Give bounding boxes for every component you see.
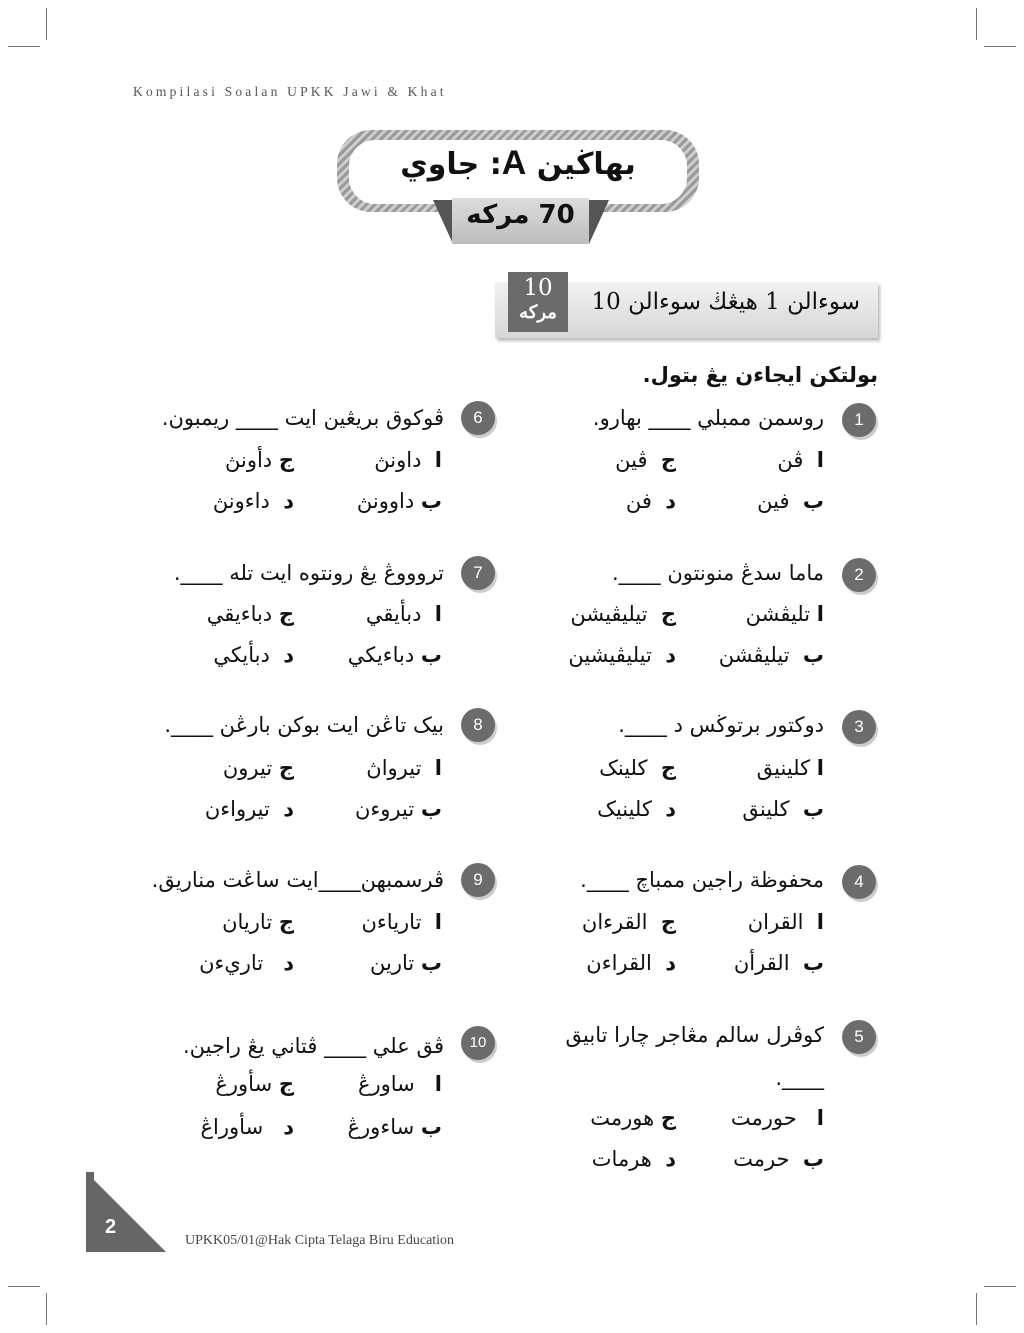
option-b[interactable] [355, 797, 442, 821]
question-text: ڤق علي ____ ڤتاني يڠ راجين. [182, 1034, 444, 1058]
option-letter: ج [278, 910, 294, 934]
question-text: کوڤرل سالم مڠاجر چارا تابيق [565, 1023, 824, 1047]
option-letter: د [283, 951, 294, 975]
question-number: 10 [461, 1026, 495, 1060]
option-letter: ا [434, 1072, 442, 1096]
option-d[interactable] [626, 489, 676, 513]
marks-box [508, 272, 568, 332]
option-letter: ج [660, 602, 676, 626]
option-letter: ب [802, 951, 824, 975]
option-text: القرأن [733, 951, 790, 975]
option-text: تيليڤيشين [568, 643, 652, 667]
crop-mark [984, 1286, 1016, 1287]
option-text: تاريءن [199, 951, 264, 975]
option-text: تيروءن [354, 797, 415, 821]
option-d[interactable] [568, 643, 676, 667]
option-letter: ا [816, 756, 824, 780]
question-number: 5 [842, 1020, 876, 1054]
crop-mark [8, 46, 40, 47]
option-text: تيليڤشن [718, 643, 790, 667]
option-letter: ب [420, 489, 442, 513]
option-text: تيرواڽ [366, 756, 422, 780]
question-text: ماما سدڠ منونتون ____. [611, 561, 824, 585]
question-text-continued: ____. [775, 1066, 824, 1090]
question-number: 7 [461, 556, 495, 590]
option-d[interactable] [199, 951, 294, 975]
option-text: ڤن [777, 448, 804, 472]
option-letter: ب [802, 797, 824, 821]
option-text: القراءن [586, 951, 652, 975]
section-title-word: بهاڬين [536, 147, 636, 182]
option-letter: ا [816, 448, 824, 472]
crop-mark [984, 46, 1016, 47]
marks-number: 10 [523, 275, 553, 301]
option-a[interactable] [757, 756, 824, 780]
option-b[interactable] [370, 951, 442, 975]
option-text: کلينيق [756, 756, 811, 780]
option-text: تارياءن [361, 910, 422, 934]
option-b[interactable] [742, 797, 824, 821]
option-b[interactable] [733, 1147, 824, 1171]
question-number: 4 [842, 865, 876, 899]
option-letter: ا [434, 910, 442, 934]
option-c[interactable] [599, 756, 676, 780]
option-letter: ب [802, 643, 824, 667]
option-text: داءونڽ [212, 489, 270, 513]
option-text: سأوراڠ [200, 1115, 264, 1139]
option-text: حرمت [733, 1147, 790, 1171]
option-text: ساورڠ [357, 1072, 415, 1096]
question-text: روسمن ممبلي ____ بهارو. [592, 406, 824, 430]
section-marks: 70 مرکه [466, 200, 575, 230]
ribbon-fold-left [433, 200, 453, 244]
option-c[interactable] [222, 910, 294, 934]
option-letter: ج [660, 448, 676, 472]
option-a[interactable] [366, 756, 442, 780]
option-a[interactable] [777, 448, 824, 472]
option-b[interactable] [734, 951, 824, 975]
option-letter: د [283, 797, 294, 821]
option-letter: د [665, 643, 676, 667]
option-letter: ج [278, 448, 294, 472]
option-text: هورمت [590, 1106, 655, 1130]
option-letter: ا [816, 910, 824, 934]
option-text: کلينک [599, 756, 648, 780]
option-letter: ب [802, 1147, 824, 1171]
option-a[interactable] [358, 1072, 442, 1096]
question-number: 3 [842, 710, 876, 744]
option-letter: ج [660, 910, 676, 934]
option-letter: ا [816, 1106, 824, 1130]
running-header: Kompilasi Soalan UPKK Jawi & Khat [133, 84, 447, 99]
option-letter: ب [420, 643, 442, 667]
option-text: تاريان [222, 910, 273, 934]
question-number: 6 [461, 401, 495, 435]
option-d[interactable] [597, 797, 676, 821]
option-letter: د [665, 951, 676, 975]
option-text: کلينيک [597, 797, 652, 821]
ribbon-fold-right [589, 200, 609, 244]
option-a[interactable] [746, 602, 824, 626]
question-range-text: سوءالن 1 هيڠڬ سوءالن 10 [591, 289, 860, 315]
option-letter: ا [434, 756, 442, 780]
option-d[interactable] [592, 1147, 676, 1171]
question-text: دوکتور برتوڬس د ____. [618, 713, 824, 737]
option-text: تيليڤيشن [570, 602, 648, 626]
option-text: تيرواءن [204, 797, 270, 821]
option-text: ساءورڠ [347, 1115, 415, 1139]
option-letter: د [283, 489, 294, 513]
question-number: 8 [461, 708, 495, 742]
option-letter: د [665, 797, 676, 821]
question-text: تروووڠ يڠ رونتوه ايت تله ____. [173, 561, 444, 585]
copyright-footer: UPKK05/01@Hak Cipta Telaga Biru Education [185, 1233, 455, 1248]
option-text: القران [747, 910, 804, 934]
option-text: تارين [369, 951, 415, 975]
option-text: فن [625, 489, 652, 513]
question-text: بيک تاڠن ايت بوکن بارڠن ____. [164, 713, 444, 737]
option-letter: ج [278, 756, 294, 780]
option-letter: د [283, 643, 294, 667]
option-c[interactable] [582, 910, 676, 934]
option-text: هرمات [591, 1147, 652, 1171]
option-letter: ب [420, 797, 442, 821]
option-text: فين [757, 489, 790, 513]
option-text: دباءيقي [206, 602, 273, 626]
option-b[interactable] [757, 489, 824, 513]
page-corner-tab [86, 1172, 166, 1252]
option-c[interactable] [570, 602, 676, 626]
option-text: کلينق [742, 797, 790, 821]
option-c[interactable] [207, 602, 294, 626]
option-b[interactable] [357, 489, 442, 513]
section-title [349, 144, 687, 183]
option-text: حورمت [730, 1106, 797, 1130]
option-letter: ج [278, 602, 294, 626]
option-letter: ا [434, 448, 442, 472]
option-c[interactable] [615, 448, 676, 472]
option-text: داونڽ [374, 448, 422, 472]
option-a[interactable] [731, 1106, 824, 1130]
option-a[interactable] [374, 448, 442, 472]
option-a[interactable] [366, 602, 442, 626]
option-letter: ب [420, 1115, 442, 1139]
option-d[interactable] [201, 1115, 294, 1139]
option-letter: د [283, 1115, 294, 1139]
option-d[interactable] [213, 643, 294, 667]
option-d[interactable] [205, 797, 294, 821]
question-text: ڤوکوق بريڠين ايت ____ ريمبون. [161, 406, 444, 430]
option-letter: ج [660, 756, 676, 780]
option-letter: ا [434, 602, 442, 626]
page-number: 2 [105, 1216, 117, 1238]
option-text: دباءيکي [347, 643, 415, 667]
section-title-suffix: : جاوي [400, 147, 502, 182]
option-letter: ب [802, 489, 824, 513]
option-text: دبأيقي [365, 602, 422, 626]
marks-word: مرکه [519, 302, 557, 323]
option-text: دأونڽ [225, 448, 273, 472]
option-c[interactable] [223, 756, 294, 780]
option-letter: د [665, 1147, 676, 1171]
instruction: بولتکن ايجاءن يڠ بتول. [642, 363, 878, 387]
question-text: ڤرسمبهن____ايت ساڠت مناريق. [151, 868, 444, 892]
option-text: تيرون [222, 756, 273, 780]
option-letter: ج [278, 1072, 294, 1096]
option-b[interactable] [348, 643, 442, 667]
crop-mark [976, 8, 977, 40]
question-number: 2 [842, 558, 876, 592]
crop-mark [8, 1286, 40, 1287]
option-b[interactable] [719, 643, 824, 667]
option-c[interactable] [590, 1106, 676, 1130]
option-d[interactable] [586, 951, 676, 975]
option-text: ڤين [615, 448, 648, 472]
option-text: القرءان [581, 910, 648, 934]
option-letter: د [665, 489, 676, 513]
crop-mark [976, 1293, 977, 1325]
option-c[interactable] [225, 448, 294, 472]
section-title-letter: A [501, 144, 527, 182]
option-b[interactable] [348, 1115, 442, 1139]
page-corner-base [86, 1172, 94, 1252]
option-text: داوونڽ [356, 489, 415, 513]
option-letter: ج [660, 1106, 676, 1130]
option-letter: ا [816, 602, 824, 626]
question-number: 1 [842, 403, 876, 437]
crop-mark [46, 1293, 47, 1325]
option-a[interactable] [362, 910, 443, 934]
option-letter: ب [420, 951, 442, 975]
option-text: سأورڠ [215, 1072, 273, 1096]
option-text: تليڤشن [745, 602, 811, 626]
question-number: 9 [461, 863, 495, 897]
option-text: دبأيکي [213, 643, 270, 667]
option-c[interactable] [215, 1072, 294, 1096]
option-a[interactable] [748, 910, 824, 934]
crop-mark [46, 8, 47, 40]
option-d[interactable] [213, 489, 294, 513]
question-text: محفوظة راجين ممباچ ____. [580, 868, 824, 892]
